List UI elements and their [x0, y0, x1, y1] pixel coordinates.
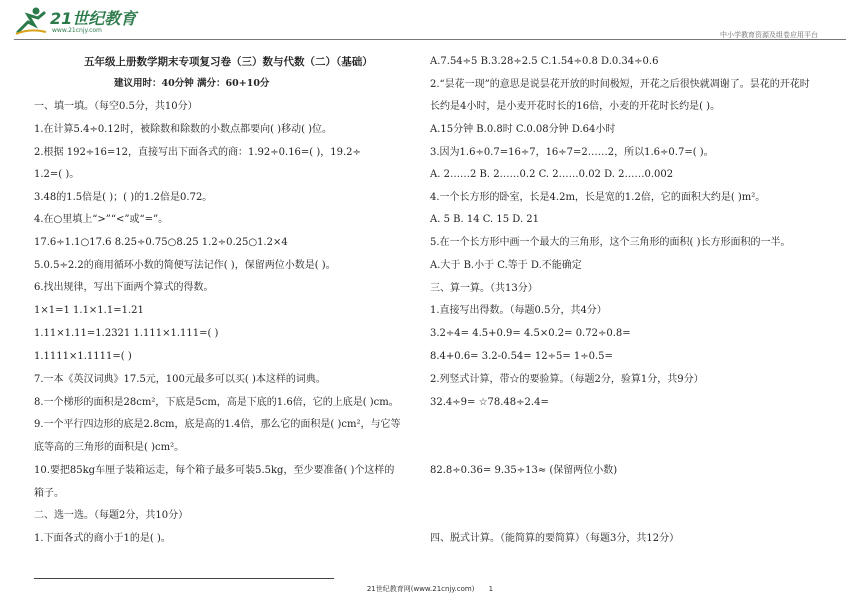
footer-text: 21世纪教育网(www.21cnjy.com) — [366, 585, 475, 593]
time-and-score: 建议用时：40分钟 满分：60+10分 — [114, 78, 270, 89]
logo-text: 21世纪教育 — [50, 9, 137, 28]
choice-options: A. 2……2 B. 2……0.2 C. 2……0.02 D. 2……0.002 — [430, 169, 674, 180]
logo — [14, 6, 154, 40]
question-text: 1×1=1 1.1×1.1=1.21 — [34, 305, 144, 316]
header-divider — [14, 39, 846, 40]
question-text: 底等高的三角形的面积是( )cm²。 — [34, 442, 185, 453]
footnote-divider — [34, 578, 334, 579]
question-text: 17.6÷1.1○17.6 8.25÷0.75○8.25 1.2÷0.25○1.2×4 — [34, 237, 288, 248]
calc-row: 8.4+0.6= 3.2-0.54= 12÷5= 1÷0.5= — [430, 351, 613, 362]
page-number: 1 — [488, 585, 494, 593]
choice-options: A.大于 B.小于 C.等于 D.不能确定 — [430, 260, 582, 271]
platform-name: 中小学教育资源及组卷应用平台 — [720, 31, 818, 39]
calc-row: 32.4÷9= ☆78.48÷2.4= — [430, 397, 549, 408]
choice-options: A.15分钟 B.0.8时 C.0.08分钟 D.64小时 — [430, 124, 616, 135]
question-text: 6.找出规律，写出下面两个算式的得数。 — [34, 282, 214, 293]
question-text: 4.在○里填上“>”“<”或“=”。 — [34, 214, 169, 225]
question-text: 3.因为1.6÷0.7=16÷7，16÷7=2……2，所以1.6÷0.7=( )。 — [430, 147, 714, 158]
question-text: 5.0.5÷2.2的商用循环小数的简便写法记作( )，保留两位小数是( )。 — [34, 260, 336, 271]
page-footer — [0, 584, 860, 594]
question-text: 5.在一个长方形中画一个最大的三角形，这个三角形的面积( )长方形面积的一半。 — [430, 237, 791, 248]
choice-options: A.7.54÷5 B.3.28÷2.5 C.1.54÷0.8 D.0.34÷0.6 — [430, 56, 659, 67]
section-heading: 四、脱式计算。（能简算的要简算）（每题3分，共12分） — [430, 533, 680, 544]
question-text: 箱子。 — [34, 488, 64, 499]
question-text: 4.一个长方形的卧室，长是4.2m，长是宽的1.2倍，它的面积大约是( )m²。 — [430, 192, 766, 203]
calc-row: 82.8÷0.36= 9.35÷13≈ (保留两位小数) — [430, 465, 618, 476]
question-text: 1.11×1.11=1.2321 1.111×1.111=( ) — [34, 328, 219, 339]
section-heading: 一、填一填。（每空0.5分，共10分） — [34, 101, 198, 112]
question-text: 1.直接写出得数。（每题0.5分，共4分） — [430, 305, 607, 316]
question-text: 1.1111×1.1111=( ) — [34, 351, 132, 362]
question-text: 7.一本《英汉词典》17.5元，100元最多可以买( )本这样的词典。 — [34, 374, 326, 385]
question-text: 2.根据 192÷16=12，直接写出下面各式的商：1.92÷0.16=( )，19.2÷ — [34, 147, 361, 158]
question-text: 长约是4小时，是小麦开花时长的16倍，小麦的开花时长约是( )。 — [430, 101, 721, 112]
question-text: 3.48的1.5倍是( )；( )的1.2倍是0.72。 — [34, 192, 213, 203]
choice-options: A. 5 B. 14 C. 15 D. 21 — [430, 214, 540, 225]
question-text: 2.列竖式计算，带☆的要验算。（每题2分，验算1分，共9分） — [430, 374, 704, 385]
question-text: 8.一个梯形的面积是28cm²，下底是5cm，高是下底的1.6倍，它的上底是( )cm。 — [34, 397, 399, 408]
logo-url: www.21cnjy.com — [52, 27, 102, 34]
section-heading: 二、选一选。（每题2分，共10分） — [34, 510, 189, 521]
question-text: 1.2=( )。 — [34, 169, 80, 180]
calc-row: 3.2÷4= 4.5+0.9= 4.5×0.2= 0.72÷0.8= — [430, 328, 631, 339]
page-title: 五年级上册数学期末专项复习卷（三）数与代数（二）（基础） — [84, 56, 373, 68]
question-text: 1.下面各式的商小于1的是( )。 — [34, 533, 171, 544]
question-text: 1.在计算5.4÷0.12时，被除数和除数的小数点都要向( )移动( )位。 — [34, 124, 333, 135]
runner-logo-icon — [14, 6, 48, 36]
question-text: 9.一个平行四边形的底是2.8cm，底是高的1.4倍，那么它的面积是( )cm²，与它等 — [34, 419, 401, 430]
section-heading: 三、算一算。（共13分） — [430, 283, 538, 294]
question-text: 2.“昙花一现”的意思是说昙花开放的时间极短，开花之后很快就凋谢了。昙花的开花时 — [430, 79, 810, 90]
question-text: 10.要把85kg车厘子装箱运走，每个箱子最多可装5.5kg，至少要准备( )个这样的 — [34, 465, 395, 476]
